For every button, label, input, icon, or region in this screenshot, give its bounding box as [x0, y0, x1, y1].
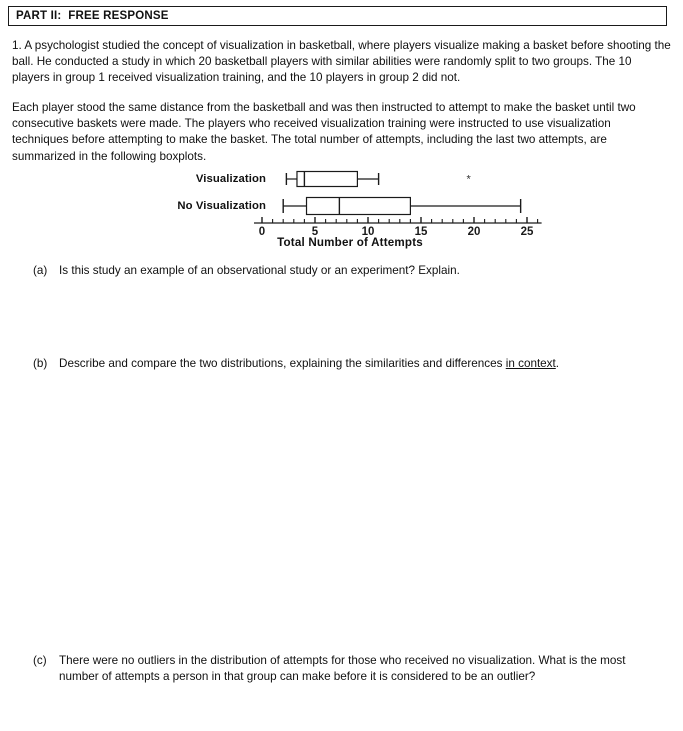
- boxplot-axis: [254, 217, 542, 238]
- part-c-text: There were no outliers in the distribution of attempts for those who received no visualization. What is the most number of attempts a person in that group can make before it is considered to be an outlier?: [59, 654, 626, 684]
- boxplot-row-label-visualization: Visualization: [195, 173, 266, 185]
- question-stem-paragraph-1: 1. A psychologist studied the concept of visualization in basketball, where players visualize making a basket before shooting the ball. He conducted a study in which 20 basketball players with similar abilities were randomly split to two groups. The 10 players in group 1 received visualization training, and the 10 players in group 2 did not.: [12, 39, 671, 85]
- part-b-label: (b): [33, 357, 48, 370]
- axis-tick-label: 10: [361, 226, 375, 238]
- axis-tick-label: 0: [258, 226, 266, 238]
- part-c-label: (c): [33, 654, 47, 667]
- box: [297, 172, 357, 187]
- part-b-text-before: Describe and compare the two distributions, explaining the similarities and differences: [59, 357, 506, 370]
- part-a-text: Is this study an example of an observational study or an experiment? Explain.: [59, 264, 460, 277]
- axis-tick-label: 20: [467, 226, 481, 238]
- axis-tick-label: 25: [520, 226, 534, 238]
- part-a-label: (a): [33, 264, 48, 277]
- question-part-c: [33, 653, 663, 685]
- boxplot-figure: [140, 165, 560, 260]
- boxplot-row-label-no-visualization: No Visualization: [177, 200, 266, 212]
- question-stem-paragraph-2: Each player stood the same distance from the basketball and was then instructed to attempt to make the basket until two consecutive baskets were made. The players who received visualization training were instructed to use visualization techniques before attempting to make the basket. The total number of attempts, including the last two attempts, are summarized in the following boxplots.: [12, 101, 636, 163]
- boxplot-no-visualization: [283, 198, 520, 215]
- question-part-a: [33, 263, 653, 279]
- boxplot-visualization: [286, 172, 471, 187]
- part-b-text-underlined: in context: [505, 357, 556, 370]
- part-b-text-after: .: [555, 357, 560, 370]
- axis-tick-label: 5: [311, 226, 319, 238]
- boxplot-axis-title: Total Number of Attempts: [277, 236, 423, 249]
- part-header-box: [8, 6, 667, 26]
- question-part-b: [33, 356, 653, 372]
- outlier-marker: *: [466, 173, 471, 186]
- axis-tick-label: 15: [414, 226, 428, 238]
- part-b-text: [59, 356, 653, 372]
- part-header-title: PART II: FREE RESPONSE: [16, 10, 169, 22]
- box: [307, 198, 411, 215]
